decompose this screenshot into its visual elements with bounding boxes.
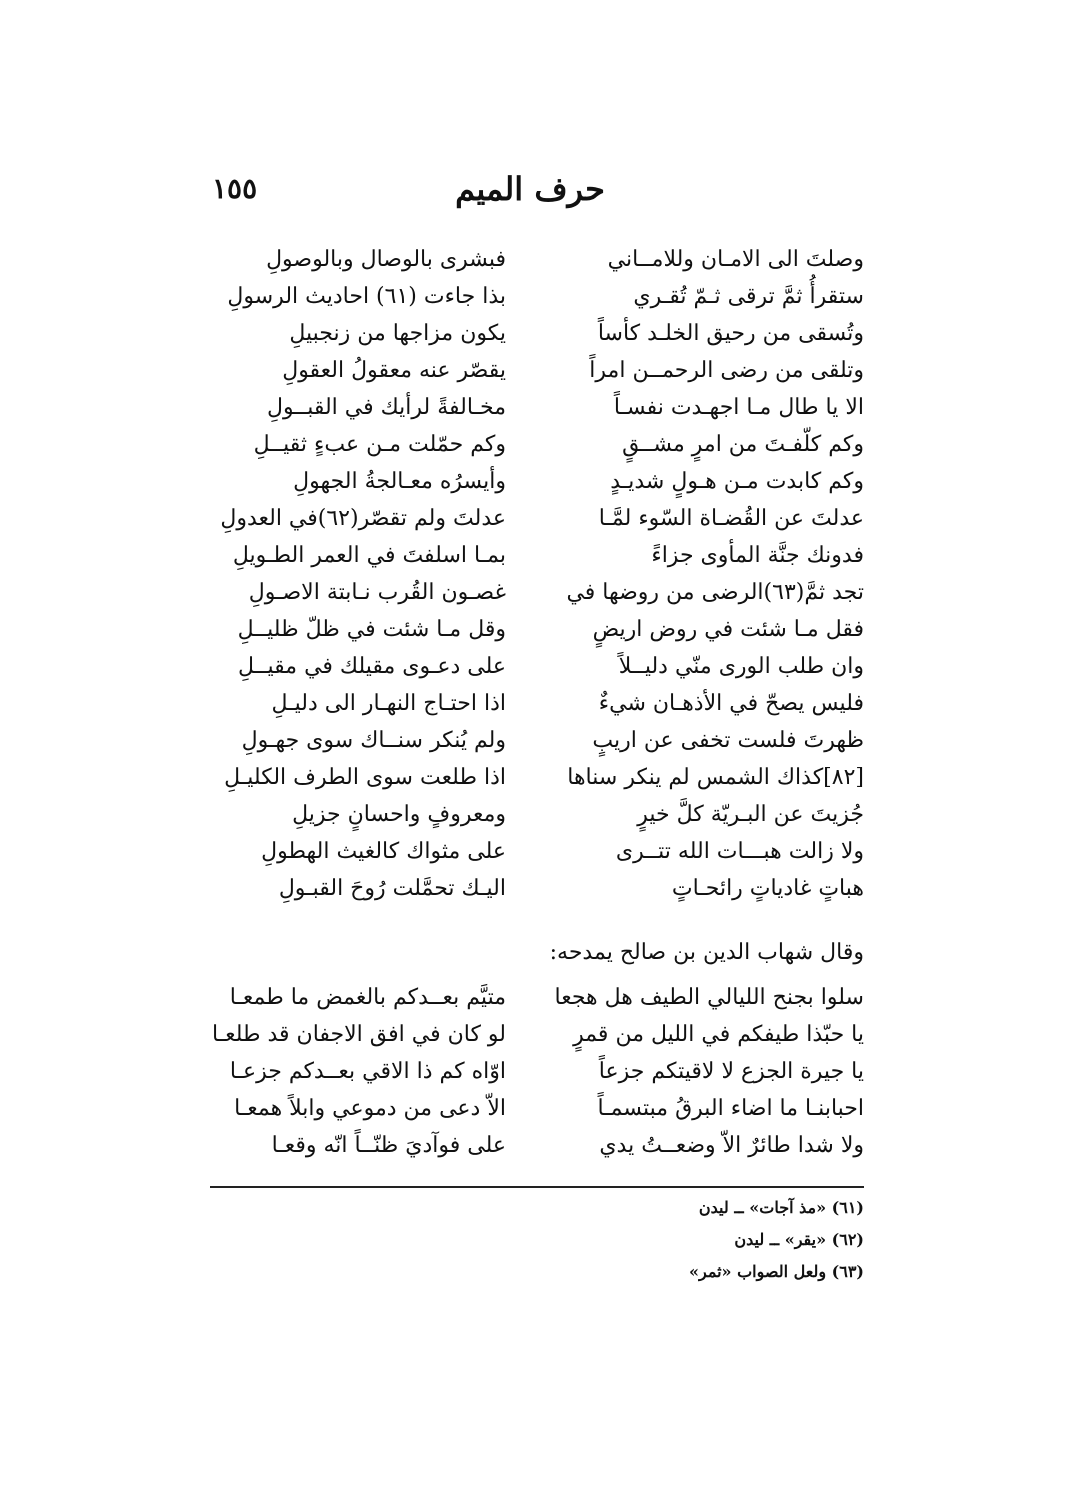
verse-line: وكم حمّلت مـن عبءٍ ثقيــلِ (253, 432, 506, 457)
verse-line: وكم كلّفـتَ من امرٍ مشــقٍ (622, 432, 864, 457)
verse-line: يكون مزاجها من زنجبيلِ (289, 321, 506, 346)
footnote: (٦٢) «يقر» ــ ليدن (734, 1230, 864, 1249)
verse-line: على فوآديَ ظنّــاً انّه وقعـا (271, 1133, 506, 1158)
verse-line: مخـالفةً لرأيك في القبــولِ (266, 395, 506, 420)
verse-line: فليس يصحّ في الأذهـان شيءٌ (598, 691, 864, 716)
verse-line: سلوا بجنح الليالي الطيف هل هجعا (554, 985, 864, 1010)
verse-line: احبابنـا ما اضاء البرقُ مبتسمـاً (597, 1096, 864, 1121)
verse-line: ولا شدا طائرٌ الاّ وضعــتُ يدي (599, 1133, 864, 1158)
verse-line: [٨٢]كذاك الشمس لم ينكر سناها (567, 765, 864, 790)
verse-line: هباتٍ غادياتٍ رائحـاتٍ (671, 876, 864, 901)
verse-line: وتلقى من رضى الرحمــن امراً (589, 358, 864, 383)
footnote: (٦١) «مذ آجات» ــ ليدن (698, 1198, 864, 1217)
verse-line: على مثواك كالغيث الهطولِ (261, 839, 506, 864)
verse-line: يا حبّذا طيفكم في الليل من قمرٍ (573, 1022, 864, 1047)
page-number: ١٥٥ (212, 172, 258, 205)
verse-line: اذا طلعت سوى الطرف الكليـلِ (224, 765, 506, 790)
verse-line: وأيسرُه معـالجةُ الجهولِ (293, 469, 506, 494)
verse-line: الاّ دعى من دموعي وابلاً همعـا (234, 1096, 506, 1121)
verse-line: عدلتَ عن القُضـاة السّوء لمَّـا (598, 506, 864, 531)
verse-line: يقصّر عنه معقولُ العقولِ (282, 358, 506, 383)
verse-line: وكم كابدت مـن هـولٍ شديـدٍ (610, 469, 864, 494)
verse-line: وان طلب الورى منّي دليــلاً (618, 654, 864, 679)
verse-line: تجد ثمَّ(٦٣)الرضى من روضها في (566, 580, 864, 605)
poem-intro: وقال شهاب الدين بن صالح يمدحه: (549, 940, 864, 965)
verse-line: على دعـوى مقيلك في مقيــلِ (237, 654, 506, 679)
verse-line: بمـا اسلفتَ في العمر الطـويلِ (232, 543, 506, 568)
verse-line: جُزيتَ عن البـريّة كلَّ خيرٍ (637, 802, 864, 827)
verse-line: وتُسقى من رحيق الخلـد كأساً (597, 321, 864, 346)
verse-line: ولا زالت هبـــات الله تتــرى (615, 839, 864, 864)
verse-line: بذا جاءت (٦١) احاديث الرسولِ (227, 284, 506, 309)
verse-line: اليـك تحمَّلت رُوحَ القبـولِ (278, 876, 506, 901)
verse-line: فدونك جنَّة المأوى جزاءً (651, 543, 864, 568)
verse-line: الا يا طال مـا اجهـدت نفسـاً (613, 395, 864, 420)
verse-line: وقل مـا شئت في ظلّ ظليــلِ (237, 617, 506, 642)
verse-line: غصـون القُرب نـابتة الاصـولِ (248, 580, 506, 605)
verse-line: فقل مـا شئت في روض اريضٍ (592, 617, 864, 642)
verse-line: وصلتَ الى الامـان وللامــاني (607, 247, 864, 272)
verse-line: ولم يُنكر سنــاك سوى جهـولِ (241, 728, 506, 753)
verse-line: يا جيرة الجزع لا لاقيتكم جزعاً (598, 1059, 864, 1084)
verse-line: لو كان في افق الاجفان قد طلعـا (211, 1022, 506, 1047)
verse-line: فبشرى بالوصال وبالوصولِ (266, 247, 506, 272)
page-title: حرف الميم (455, 170, 605, 208)
verse-line: اوّاه كم ذا الاقي بعــدكم جزعـا (229, 1059, 506, 1084)
verse-line: عدلتَ ولم تقصّر(٦٢)في العدولِ (220, 506, 506, 531)
verse-line: ظهرتَ فلست تخفى عن اريبٍ (592, 728, 864, 753)
verse-line: اذا احتـاج النهـار الى دليـلِ (271, 691, 506, 716)
verse-line: ستقرأُ ثمَّ ترقى ثـمّ تُقـري (633, 284, 864, 309)
footnote-divider (210, 1186, 864, 1188)
verse-line: متيَّم بعــدكم بالغمض ما طمعـا (229, 985, 506, 1010)
verse-line: ومعروفٍ واحسانٍ جزيلِ (292, 802, 506, 827)
footnote: (٦٣) ولعل الصواب «ثمر» (689, 1262, 864, 1281)
